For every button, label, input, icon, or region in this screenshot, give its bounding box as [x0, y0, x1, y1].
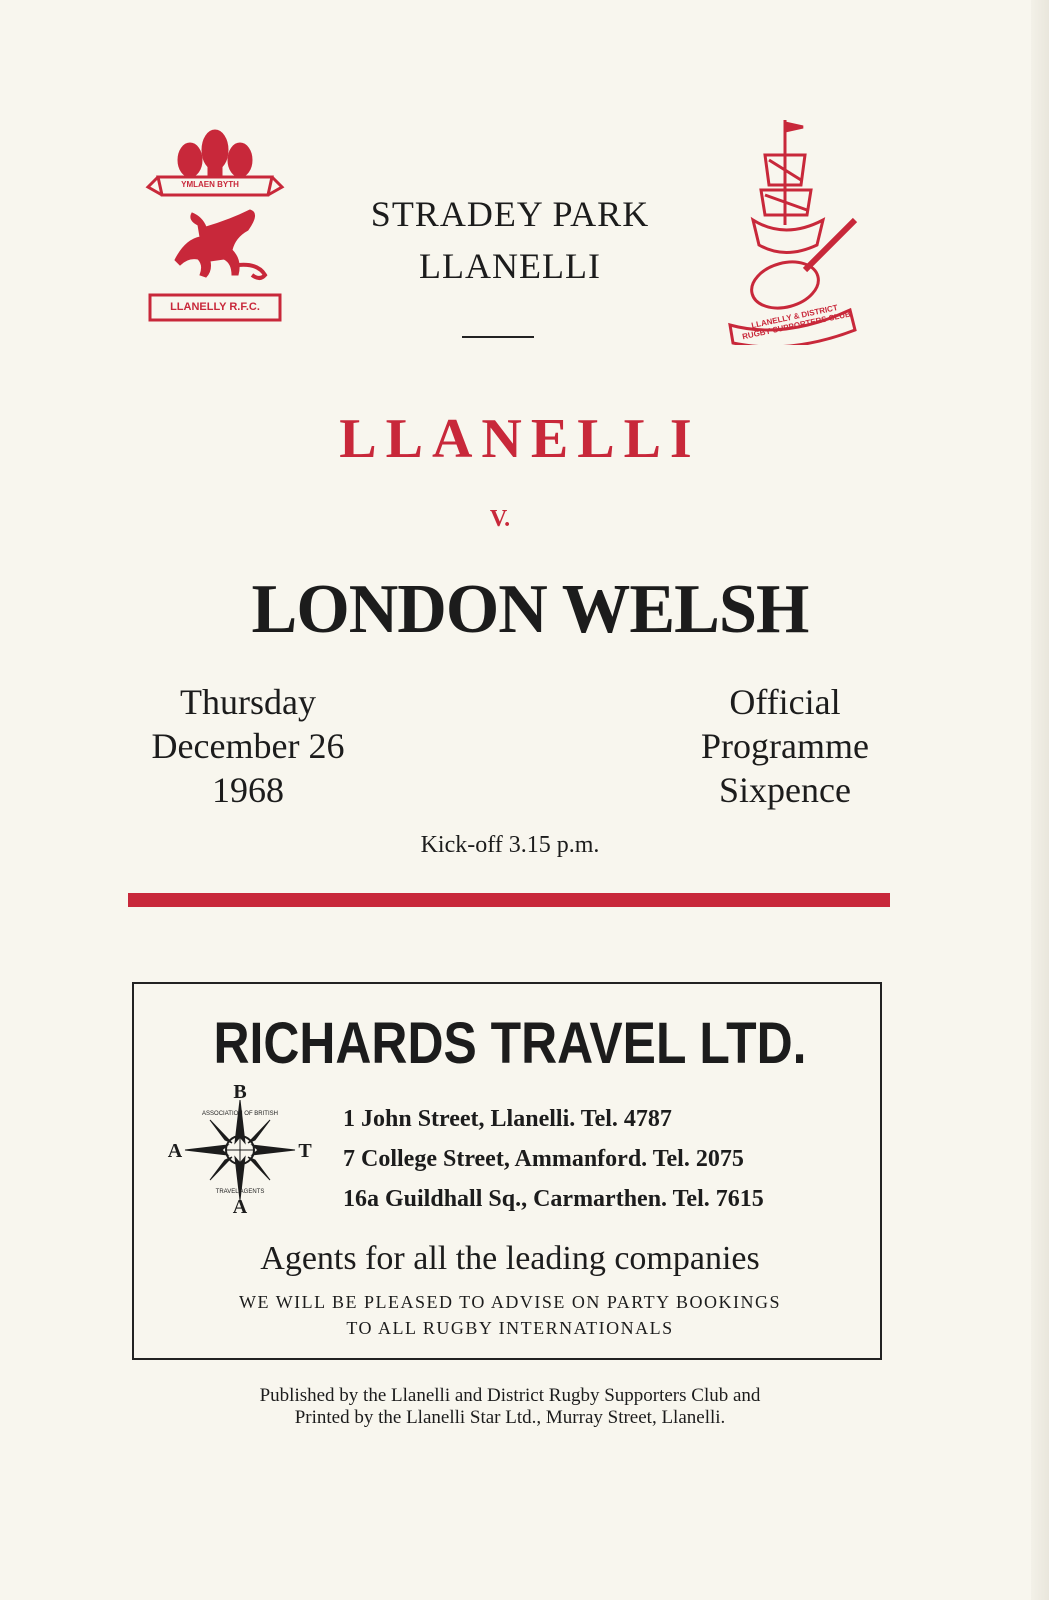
kickoff-time: Kick-off 3.15 p.m. [420, 832, 600, 858]
match-date-text: December 26 [151, 726, 345, 766]
programme-official: Official [729, 682, 841, 722]
left-crest-banner-bottom: LLANELLY R.F.C. [170, 301, 260, 313]
address-line: 1 John Street, Llanelli. Tel. 4787 [343, 1106, 672, 1132]
address-line: 7 College Street, Ammanford. Tel. 2075 [343, 1146, 744, 1172]
home-team: LLANELLI [339, 408, 701, 470]
programme-price: Sixpence [719, 770, 851, 810]
advert-advise-line-1: WE WILL BE PLEASED TO ADVISE ON PARTY BOOKINGS [239, 1292, 781, 1312]
abta-ring-lower: TRAVEL AGENTS [215, 1189, 265, 1195]
versus-label: V. [489, 506, 511, 532]
advert-tagline: Agents for all the leading companies [260, 1240, 760, 1277]
publisher-line-1: Published by the Llanelli and District Rugby Supporters Club and [259, 1385, 761, 1406]
left-crest-banner-top: YMLAEN BYTH [181, 180, 239, 189]
red-divider-bar [128, 893, 890, 907]
programme-label: Programme [701, 726, 869, 766]
away-team: LONDON WELSH [251, 571, 809, 648]
abta-letter-b: B [233, 1085, 247, 1103]
abta-letter-a-left: A [167, 1140, 183, 1162]
abta-compass-logo-icon [165, 1085, 315, 1215]
match-day: Thursday [180, 682, 316, 722]
llanelli-rfc-crest-icon [140, 125, 290, 330]
publisher-note [140, 1385, 880, 1429]
match-date [118, 680, 378, 812]
venue-town: LLANELLI [419, 246, 601, 286]
match-year: 1968 [212, 770, 284, 810]
address-line: 16a Guildhall Sq., Carmarthen. Tel. 7615 [343, 1186, 764, 1212]
venue-name: STRADEY PARK [370, 194, 650, 234]
abta-letter-a-bottom: A [232, 1196, 248, 1215]
abta-letter-t: T [298, 1140, 312, 1162]
abta-ring-upper: ASSOCIATION OF BRITISH [202, 1111, 278, 1117]
publisher-line-2: Printed by the Llanelli Star Ltd., Murray Street, Llanelli. [294, 1407, 726, 1428]
advert-company-name: RICHARDS TRAVEL LTD. [213, 1011, 807, 1076]
advert-advise-line-2: TO ALL RUGBY INTERNATIONALS [346, 1318, 674, 1338]
divider-rule [462, 336, 534, 338]
page-edge [1031, 0, 1049, 1600]
programme-info [660, 680, 910, 812]
right-crest-banner: LLANELLY & DISTRICT RUGBY SUPPORTERS CLUB [741, 303, 852, 342]
